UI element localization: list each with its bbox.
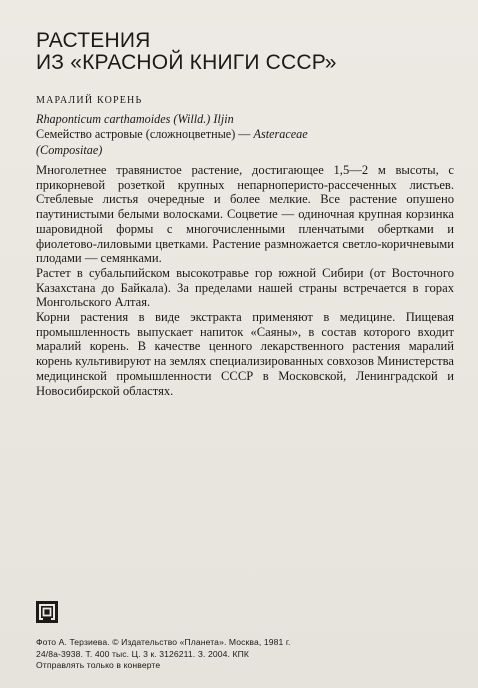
imprint-line-2: 24/8а-3938. Т. 400 тыс. Ц. 3 к. 3126211. З. 2004. КПК — [36, 648, 250, 659]
species-latin-name: Rhaponticum carthamoides (Willd.) Iljin — [36, 111, 234, 126]
species-info — [36, 93, 456, 158]
description-paragraph-3: Корни растения в виде экстракта применяют в медицине. Пищевая промышленность выпускает напиток «Саяны», в состав которого входит маралий корень. В качестве ценного лекарственного растения маралий корень культивируют на землях специализированных совхозов Министерства медицинской промышленности СССР в Московской, Ленинградской и Новосибирской областях. — [36, 310, 454, 398]
description — [36, 163, 454, 398]
planeta-logo-icon — [36, 601, 58, 623]
description-paragraph-2: Растет в субальпийском высокотравье гор южной Сибири (от Восточного Казахстана до Байкала). За пределами нашей страны встречается в горах Монгольского Алтая. — [36, 265, 454, 310]
species-family-latin: Asteraceae — [253, 127, 308, 141]
species-common-name: МАРАЛИЙ КОРЕНЬ — [36, 95, 143, 106]
imprint — [36, 637, 456, 672]
series-title-line-2: ИЗ «КРАСНОЙ КНИГИ СССР» — [36, 51, 337, 74]
imprint-line-1: Фото А. Терзиева. © Издательство «Планета». Москва, 1981 г. — [36, 637, 291, 647]
series-title — [36, 30, 337, 74]
imprint-line-3: Отправлять только в конверте — [36, 660, 161, 670]
species-family — [36, 127, 456, 143]
description-paragraph-1: Многолетнее травянистое растение, достигающее 1,5—2 м высоты, с прикорневой розеткой крупных непарноперисто-рассеченных листьев. Стеблевые листья очередные и более мелкие. Все растение опушено паутинистыми белыми волосками. Соцветие — одиночная крупная корзинка шаровидной формы с многочисленными пленчатыми обертками и фиолетово-лиловыми цветками. Растение размножается светло-коричневыми плодами — семянками. — [36, 163, 454, 266]
series-title-line-1: РАСТЕНИЯ — [36, 29, 151, 52]
species-family-prefix: Семейство астровые (сложноцветные) — — [36, 127, 254, 141]
species-family-latin-alt: (Compositae) — [36, 142, 103, 157]
